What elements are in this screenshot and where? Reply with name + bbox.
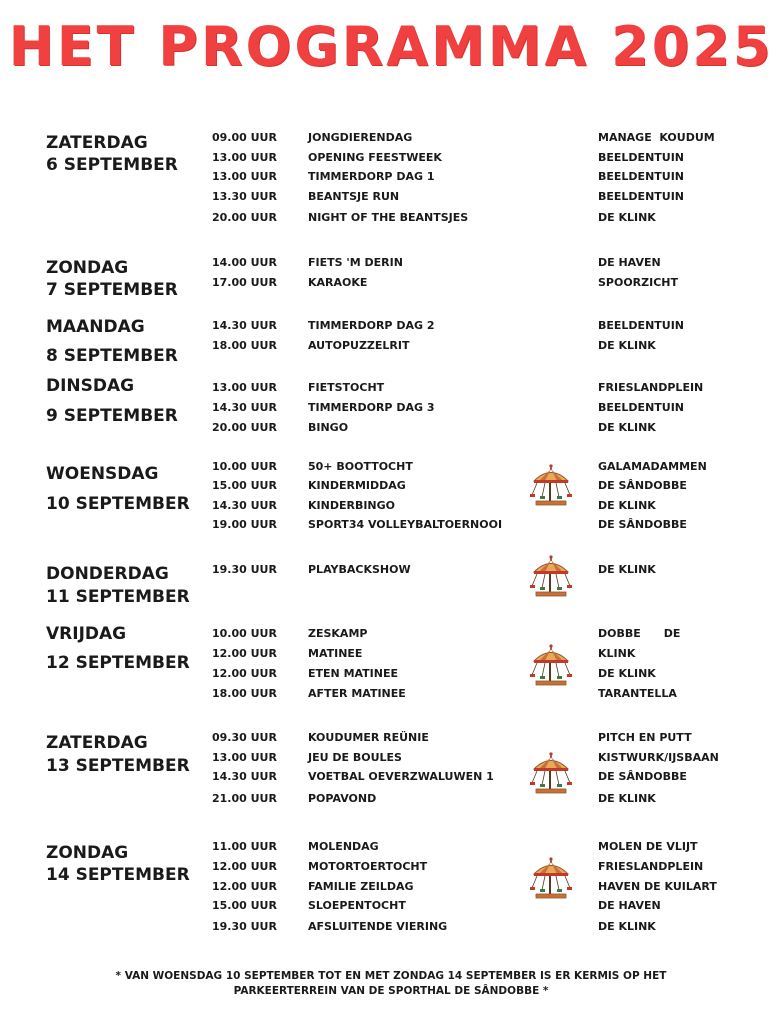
event-time: 12.00 UUR: [212, 667, 277, 680]
kermis-footnote: [80, 969, 702, 999]
event-activity: AUTOPUZZELRIT: [308, 339, 410, 352]
event-time: 13.00 UUR: [212, 170, 277, 183]
event-activity: ETEN MATINEE: [308, 667, 399, 680]
event-location: HAVEN DE KUILART: [598, 880, 717, 893]
event-location: KISTWURK/IJSBAAN: [598, 751, 719, 764]
event-time: 20.00 UUR: [212, 211, 277, 224]
event-location: DE KLINK: [598, 211, 656, 224]
event-activity: MATINEE: [308, 647, 363, 660]
event-activity: PLAYBACKSHOW: [308, 563, 411, 576]
event-activity: FIETSTOCHT: [308, 381, 385, 394]
day-date: 12 SEPTEMBER: [46, 653, 190, 673]
day-name: WOENSDAG: [46, 464, 159, 484]
event-location: DE SÂNDOBBE: [598, 518, 687, 531]
event-activity: SPORT34 VOLLEYBALTOERNOOI: [308, 518, 503, 531]
event-location: DE SÂNDOBBE: [598, 770, 687, 783]
day-date: 9 SEPTEMBER: [46, 406, 178, 426]
event-location: BEELDENTUIN: [598, 190, 685, 203]
event-location: DOBBE DE: [598, 627, 681, 640]
carousel-icon: [530, 464, 572, 508]
event-time: 18.00 UUR: [212, 687, 277, 700]
event-location: BEELDENTUIN: [598, 170, 685, 183]
day-date: 13 SEPTEMBER: [46, 756, 190, 776]
event-time: 19.30 UUR: [212, 563, 277, 576]
event-activity: 50+ BOOTTOCHT: [308, 460, 413, 473]
day-name: ZONDAG: [46, 258, 129, 278]
event-location: DE KLINK: [598, 792, 656, 805]
day-date: 14 SEPTEMBER: [46, 865, 190, 885]
event-time: 14.00 UUR: [212, 256, 277, 269]
event-time: 18.00 UUR: [212, 339, 277, 352]
carousel-icon: [530, 644, 572, 688]
day-name: ZATERDAG: [46, 733, 148, 753]
event-location: DE HAVEN: [598, 899, 661, 912]
event-time: 14.30 UUR: [212, 770, 277, 783]
event-location: DE KLINK: [598, 920, 656, 933]
event-location: MOLEN DE VLIJT: [598, 840, 698, 853]
footnote-line-1: * VAN WOENSDAG 10 SEPTEMBER TOT EN MET ZONDAG 14 SEPTEMBER IS ER KERMIS OP HET: [115, 970, 667, 982]
event-time: 21.00 UUR: [212, 792, 277, 805]
event-activity: BINGO: [308, 421, 349, 434]
event-activity: MOLENDAG: [308, 840, 379, 853]
event-time: 15.00 UUR: [212, 899, 277, 912]
event-location: DE KLINK: [598, 563, 656, 576]
footnote-line-2: PARKEERTERREIN VAN DE SPORTHAL DE SÂNDOBBE *: [233, 985, 549, 997]
event-activity: FIETS 'M DERIN: [308, 256, 403, 269]
day-name: DINSDAG: [46, 376, 135, 396]
event-time: 13.00 UUR: [212, 381, 277, 394]
day-name: ZONDAG: [46, 843, 129, 863]
event-location: BEELDENTUIN: [598, 401, 685, 414]
event-time: 12.00 UUR: [212, 880, 277, 893]
event-time: 15.00 UUR: [212, 479, 277, 492]
event-location: BEELDENTUIN: [598, 151, 685, 164]
event-activity: AFSLUITENDE VIERING: [308, 920, 448, 933]
event-time: 10.00 UUR: [212, 460, 277, 473]
day-date: 11 SEPTEMBER: [46, 587, 190, 607]
event-location: TARANTELLA: [598, 687, 677, 700]
day-date: 10 SEPTEMBER: [46, 494, 190, 514]
event-location: DE KLINK: [598, 499, 656, 512]
event-activity: FAMILIE ZEILDAG: [308, 880, 414, 893]
day-date: 7 SEPTEMBER: [46, 280, 178, 300]
day-name: ZATERDAG: [46, 133, 148, 153]
event-activity: NIGHT OF THE BEANTSJES: [308, 211, 469, 224]
event-time: 12.00 UUR: [212, 647, 277, 660]
event-time: 20.00 UUR: [212, 421, 277, 434]
event-time: 11.00 UUR: [212, 840, 277, 853]
event-activity: POPAVOND: [308, 792, 377, 805]
day-name: DONDERDAG: [46, 564, 169, 584]
event-time: 13.30 UUR: [212, 190, 277, 203]
event-activity: VOETBAL OEVERZWALUWEN 1: [308, 770, 494, 783]
event-time: 14.30 UUR: [212, 499, 277, 512]
event-activity: KINDERBINGO: [308, 499, 396, 512]
event-location: DE KLINK: [598, 339, 656, 352]
event-time: 14.30 UUR: [212, 401, 277, 414]
day-date: 6 SEPTEMBER: [46, 155, 178, 175]
event-activity: TIMMERDORP DAG 3: [308, 401, 435, 414]
event-location: PITCH EN PUTT: [598, 731, 692, 744]
event-location: GALAMADAMMEN: [598, 460, 707, 473]
event-time: 19.00 UUR: [212, 518, 277, 531]
event-activity: KINDERMIDDAG: [308, 479, 406, 492]
event-location: DE HAVEN: [598, 256, 661, 269]
event-time: 13.00 UUR: [212, 751, 277, 764]
event-time: 19.30 UUR: [212, 920, 277, 933]
event-location: MANAGE KOUDUM: [598, 131, 715, 144]
event-activity: JONGDIERENDAG: [308, 131, 413, 144]
event-activity: KOUDUMER REÜNIE: [308, 731, 429, 744]
event-location: BEELDENTUIN: [598, 319, 685, 332]
event-activity: TIMMERDORP DAG 2: [308, 319, 435, 332]
day-name: MAANDAG: [46, 317, 145, 337]
event-activity: OPENING FEESTWEEK: [308, 151, 442, 164]
event-time: 10.00 UUR: [212, 627, 277, 640]
event-location: DE SÂNDOBBE: [598, 479, 687, 492]
event-location: SPOORZICHT: [598, 276, 679, 289]
event-activity: AFTER MATINEE: [308, 687, 406, 700]
event-location: DE KLINK: [598, 667, 656, 680]
event-location: DE KLINK: [598, 421, 656, 434]
carousel-icon: [530, 752, 572, 796]
event-activity: SLOEPENTOCHT: [308, 899, 406, 912]
event-location: FRIESLANDPLEIN: [598, 381, 704, 394]
day-name: VRIJDAG: [46, 624, 127, 644]
event-activity: MOTORTOERTOCHT: [308, 860, 428, 873]
event-time: 12.00 UUR: [212, 860, 277, 873]
carousel-icon: [530, 857, 572, 901]
event-time: 17.00 UUR: [212, 276, 277, 289]
event-location: KLINK: [598, 647, 636, 660]
event-activity: BEANTSJE RUN: [308, 190, 400, 203]
event-activity: KARAOKE: [308, 276, 368, 289]
event-location: FRIESLANDPLEIN: [598, 860, 704, 873]
event-activity: JEU DE BOULES: [308, 751, 402, 764]
event-time: 09.30 UUR: [212, 731, 277, 744]
event-time: 09.00 UUR: [212, 131, 277, 144]
page-title: HET PROGRAMMA 2025: [8, 15, 774, 78]
event-time: 14.30 UUR: [212, 319, 277, 332]
event-time: 13.00 UUR: [212, 151, 277, 164]
day-date: 8 SEPTEMBER: [46, 346, 178, 366]
carousel-icon: [530, 555, 572, 599]
event-activity: TIMMERDORP DAG 1: [308, 170, 435, 183]
event-activity: ZESKAMP: [308, 627, 368, 640]
